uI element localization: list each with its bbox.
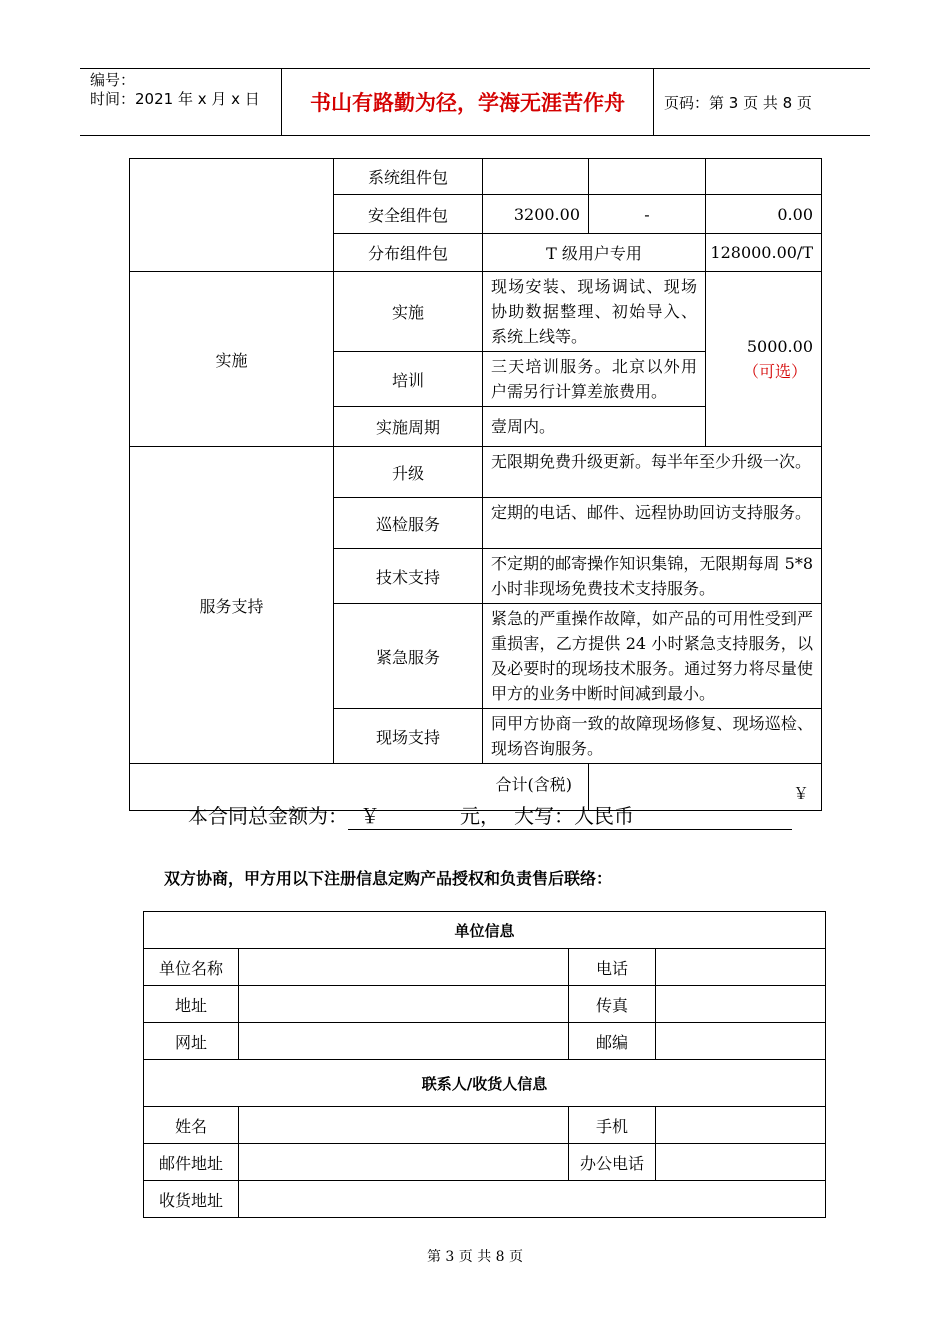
address-label: 地址 xyxy=(144,986,239,1023)
address-field[interactable] xyxy=(239,986,569,1023)
table-row xyxy=(130,159,822,195)
implementation-category: 实施 xyxy=(130,272,334,447)
postcode-field[interactable] xyxy=(656,1023,826,1060)
contract-total xyxy=(188,800,792,830)
training-item: 培训 xyxy=(334,352,483,407)
inspection-item: 巡检服务 xyxy=(334,498,483,549)
table-row xyxy=(144,1107,826,1144)
table-row xyxy=(144,1181,826,1218)
name-label: 姓名 xyxy=(144,1107,239,1144)
implementation-period-desc: 壹周内。 xyxy=(483,407,706,447)
website-label: 网址 xyxy=(144,1023,239,1060)
mail-address-field[interactable] xyxy=(239,1144,569,1181)
inspection-desc: 定期的电话、邮件、远程协助回访支持服务。 xyxy=(483,498,822,549)
system-package-label: 系统组件包 xyxy=(334,159,483,195)
unit-name-field[interactable] xyxy=(239,949,569,986)
table-row xyxy=(144,1144,826,1181)
table-row xyxy=(144,1060,826,1107)
postcode-label: 邮编 xyxy=(569,1023,656,1060)
document-time: 时间：2021 年 x 月 x 日 xyxy=(90,90,260,108)
security-package-label: 安全组件包 xyxy=(334,195,483,234)
page-header xyxy=(80,68,870,136)
service-category: 服务支持 xyxy=(130,447,334,764)
document-number: 编号： xyxy=(90,71,136,89)
contract-total-unit: 元， xyxy=(460,800,514,830)
distribution-note: T 级用户专用 xyxy=(483,234,706,272)
empty-category-cell xyxy=(130,159,334,272)
upgrade-desc: 无限期免费升级更新。每半年至少升级一次。 xyxy=(483,447,822,498)
implementation-optional: （可选） xyxy=(742,362,807,381)
name-field[interactable] xyxy=(239,1107,569,1144)
contact-info-section: 联系人/收货人信息 xyxy=(144,1060,826,1107)
distribution-package-label: 分布组件包 xyxy=(334,234,483,272)
contract-total-label: 本合同总金额为： xyxy=(188,804,348,828)
fax-label: 传真 xyxy=(569,986,656,1023)
ship-address-field[interactable] xyxy=(239,1181,826,1218)
upgrade-item: 升级 xyxy=(334,447,483,498)
implementation-desc: 现场安装、现场调试、现场协助数据整理、初始导入、系统上线等。 xyxy=(483,272,706,352)
header-meta xyxy=(80,69,282,135)
table-row xyxy=(130,272,822,352)
mobile-field[interactable] xyxy=(656,1107,826,1144)
table-row xyxy=(144,1023,826,1060)
unit-info-section: 单位信息 xyxy=(144,912,826,949)
training-desc: 三天培训服务。北京以外用户需另行计算差旅费用。 xyxy=(483,352,706,407)
implementation-price: 5000.00 xyxy=(746,337,813,356)
implementation-period: 实施周期 xyxy=(334,407,483,447)
header-page-label: 页码：第 3 页 共 8 页 xyxy=(664,93,812,112)
onsite-item: 现场支持 xyxy=(334,709,483,764)
registration-table xyxy=(143,911,826,1218)
mobile-label: 手机 xyxy=(569,1107,656,1144)
tech-support-item: 技术支持 xyxy=(334,549,483,604)
table-row xyxy=(144,949,826,986)
tech-support-desc: 不定期的邮寄操作知识集锦，无限期每周 5*8 小时非现场免费技术支持服务。 xyxy=(483,549,822,604)
unit-name-label: 单位名称 xyxy=(144,949,239,986)
phone-label: 电话 xyxy=(569,949,656,986)
ship-address-label: 收货地址 xyxy=(144,1181,239,1218)
office-phone-label: 办公电话 xyxy=(569,1144,656,1181)
implementation-item: 实施 xyxy=(334,272,483,352)
service-table xyxy=(129,158,822,811)
mail-address-label: 邮件地址 xyxy=(144,1144,239,1181)
website-field[interactable] xyxy=(239,1023,569,1060)
implementation-price-cell xyxy=(706,272,822,447)
emergency-item: 紧急服务 xyxy=(334,604,483,709)
contract-total-amount: ￥ xyxy=(348,800,460,830)
security-dash: - xyxy=(589,195,706,234)
page-footer: 第 3 页 共 8 页 xyxy=(426,1249,524,1265)
contract-total-caps: 大写：人民币 xyxy=(514,800,792,830)
security-total: 0.00 xyxy=(706,195,822,234)
table-row xyxy=(130,447,822,498)
total-label: 合计(含税) xyxy=(130,764,589,811)
registration-note: 双方协商，甲方用以下注册信息定购产品授权和负责售后联络： xyxy=(164,869,613,888)
office-phone-field[interactable] xyxy=(656,1144,826,1181)
phone-field[interactable] xyxy=(656,949,826,986)
table-row xyxy=(144,912,826,949)
security-price: 3200.00 xyxy=(483,195,589,234)
table-row xyxy=(144,986,826,1023)
header-motto: 书山有路勤为径，学海无涯苦作舟 xyxy=(282,69,654,135)
distribution-price: 128000.00/T xyxy=(706,234,822,272)
emergency-desc: 紧急的严重操作故障，如产品的可用性受到严重损害，乙方提供 24 小时紧急支持服务，以及必要时的现场技术服务。通过努力将尽量使甲方的业务中断时间减到最小。 xyxy=(483,604,822,709)
total-value: ￥ xyxy=(589,764,822,811)
fax-field[interactable] xyxy=(656,986,826,1023)
onsite-desc: 同甲方协商一致的故障现场修复、现场巡检、现场咨询服务。 xyxy=(483,709,822,764)
